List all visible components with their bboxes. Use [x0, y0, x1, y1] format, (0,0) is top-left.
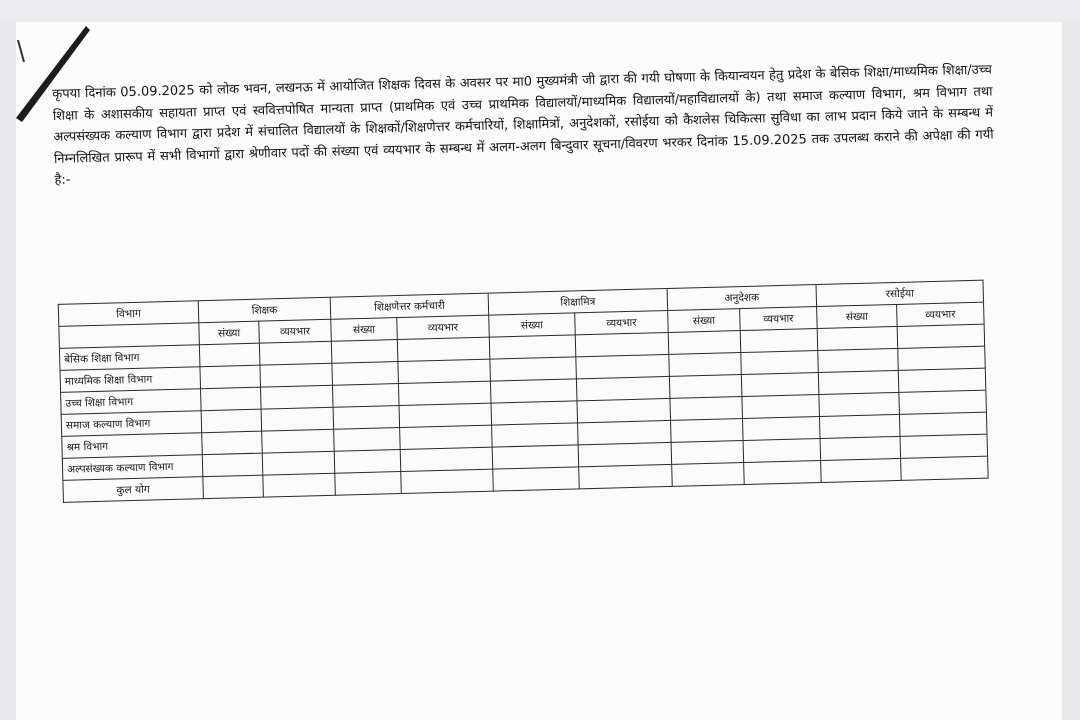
document-content	[52, 59, 995, 496]
data-table	[58, 280, 989, 503]
sub-header-cost: व्ययभार	[897, 302, 985, 326]
total-label: कुल योग	[63, 477, 204, 503]
row-label: बेसिक शिक्षा विभाग	[59, 345, 200, 371]
sub-header-cost: व्ययभार	[259, 319, 332, 343]
row-label: उच्च शिक्षा विभाग	[61, 389, 202, 415]
top-bar	[0, 0, 1080, 22]
sub-header-count: संख्या	[199, 321, 260, 345]
sub-header-cost: व्ययभार	[575, 310, 669, 334]
sub-header-count: संख्या	[817, 304, 898, 328]
group-header: शिक्षक	[198, 297, 331, 322]
sub-header-cost: व्ययभार	[740, 307, 818, 331]
sub-header-cost: व्ययभार	[397, 315, 490, 339]
dept-header: विभाग	[58, 301, 199, 327]
sub-header-count: संख्या	[331, 318, 398, 342]
row-label: माध्यमिक शिक्षा विभाग	[60, 367, 201, 393]
row-label: अल्पसंख्यक कल्याण विभाग	[62, 455, 203, 481]
group-header: शिक्षामित्र	[488, 288, 668, 315]
document-page	[16, 22, 1062, 720]
sub-header-count: संख्या	[489, 313, 576, 337]
row-label: श्रम विभाग	[62, 433, 203, 459]
group-header: अनुदेशक	[667, 285, 817, 311]
group-header: शिक्षणेत्तर कर्मचारी	[330, 293, 489, 319]
group-header: रसोईया	[816, 280, 984, 306]
sub-header-count: संख्या	[668, 309, 741, 333]
body-paragraph: कृपया दिनांक 05.09.2025 को लोक भवन, लखनऊ में आयोजित शिक्षक दिवस के अवसर पर मा0 मुख्यमंत्री जी द्वारा की गयी घोषणा के कियान्वयन हेतु प्रदेश के बेसिक शिक्षा/माध्यमिक शिक्षा/उच्च शिक्षा के अशासकीय सहायता प्राप्त एवं स्ववित्तपोषित मान्यता प्राप्त (प्राथमिक एवं उच्च प्राथमिक विद्यालयों/माध्यमिक विद्यालयों/महाविद्यालयों के) तथा समाज कल्याण विभाग, श्रम विभाग तथा अल्पसंख्यक कल्याण विभाग द्वारा प्रदेश में संचालित विद्यालयों के शिक्षकों/शिक्षणेत्तर कर्मचारियों, शिक्षामित्रों, अनुदेशकों, रसोईया को कैशलेस चिकित्सा सुविधा का लाभ प्रदान किये जाने के सम्बन्ध में निम्नलिखित प्रारूप में सभी विभागों द्वारा श्रेणीवार पदों की संख्या एवं व्ययभार के सम्बन्ध में अलग-अलग बिन्दुवार सूचना/विवरण भरकर दिनांक 15.09.2025 तक उपलब्ध कराने की अपेक्षा की गयी है:-	[52, 62, 994, 189]
row-label: समाज कल्याण विभाग	[61, 411, 202, 437]
